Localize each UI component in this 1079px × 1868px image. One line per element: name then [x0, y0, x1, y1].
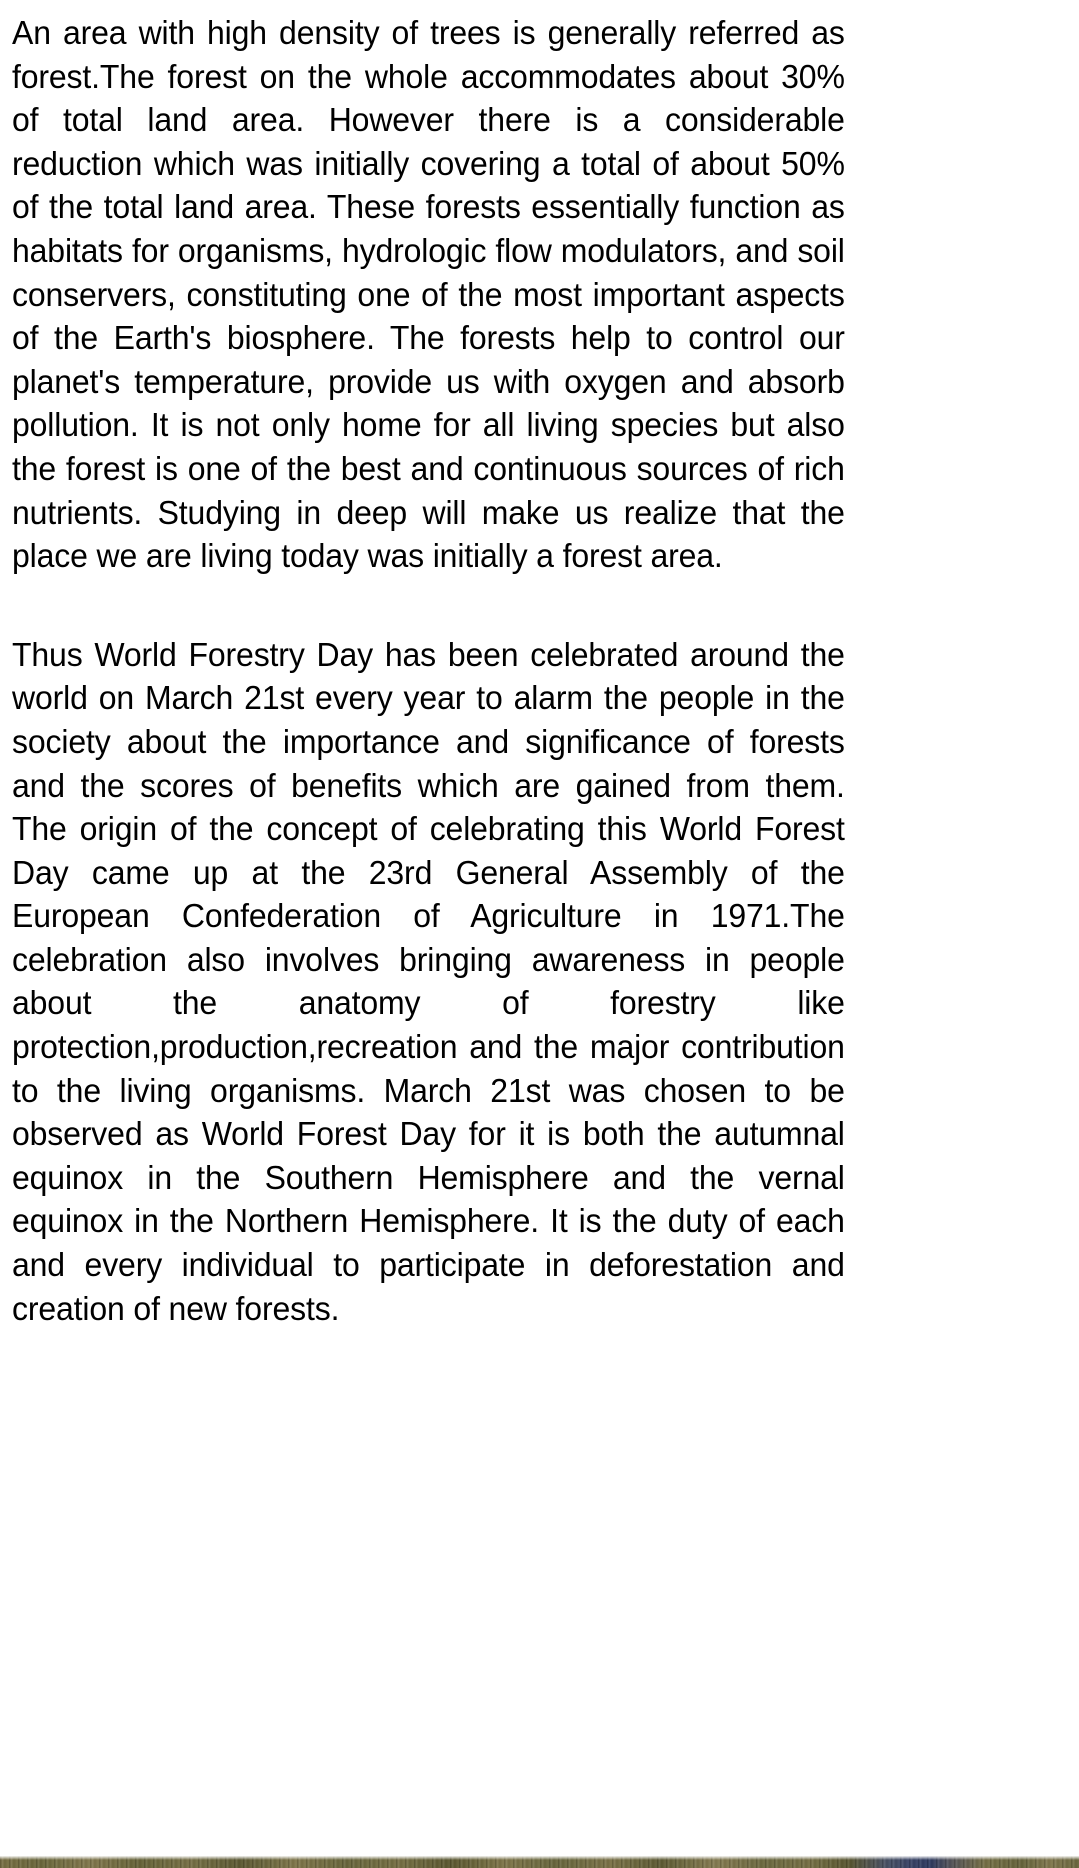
forest-photo-sliver	[0, 1856, 1079, 1868]
paragraph-forest-definition: An area with high density of trees is generally referred as forest.The forest on the whole accommodates about 30% of total land area. However there is a considerable reduction which was initially covering a total of about 50% of the total land area. These forests essentially function as habitats for organisms, hydrologic flow modulators, and soil conservers, constituting one of the most important aspects of the Earth's biosphere. The forests help to control our planet's temperature, provide us with oxygen and absorb pollution. It is not only home for all living species but also the forest is one of the best and continuous sources of rich nutrients. Studying in deep will make us realize that the place we are living today was initially a forest area.	[12, 15, 845, 576]
forest-photo-sliver-edge-fade	[0, 1856, 1079, 1860]
paragraph-world-forestry-day: Thus World Forestry Day has been celebrated around the world on March 21st every year to alarm the people in the society about the importance and significance of forests and the scores of benefits which are gained from them. The origin of the concept of celebrating this World Forest Day came up at the 23rd General Assembly of the European Confederation of Agriculture in 1971.The celebration also involves bringing awareness in people about the anatomy of forestry like protection,production,recreation and the major contribution to the living organisms. March 21st was chosen to be observed as World Forest Day for it is both the autumnal equinox in the Southern Hemisphere and the vernal equinox in the Northern Hemisphere. It is the duty of each and every individual to participate in deforestation and creation of new forests.	[12, 636, 845, 1328]
article-body	[12, 0, 845, 1331]
